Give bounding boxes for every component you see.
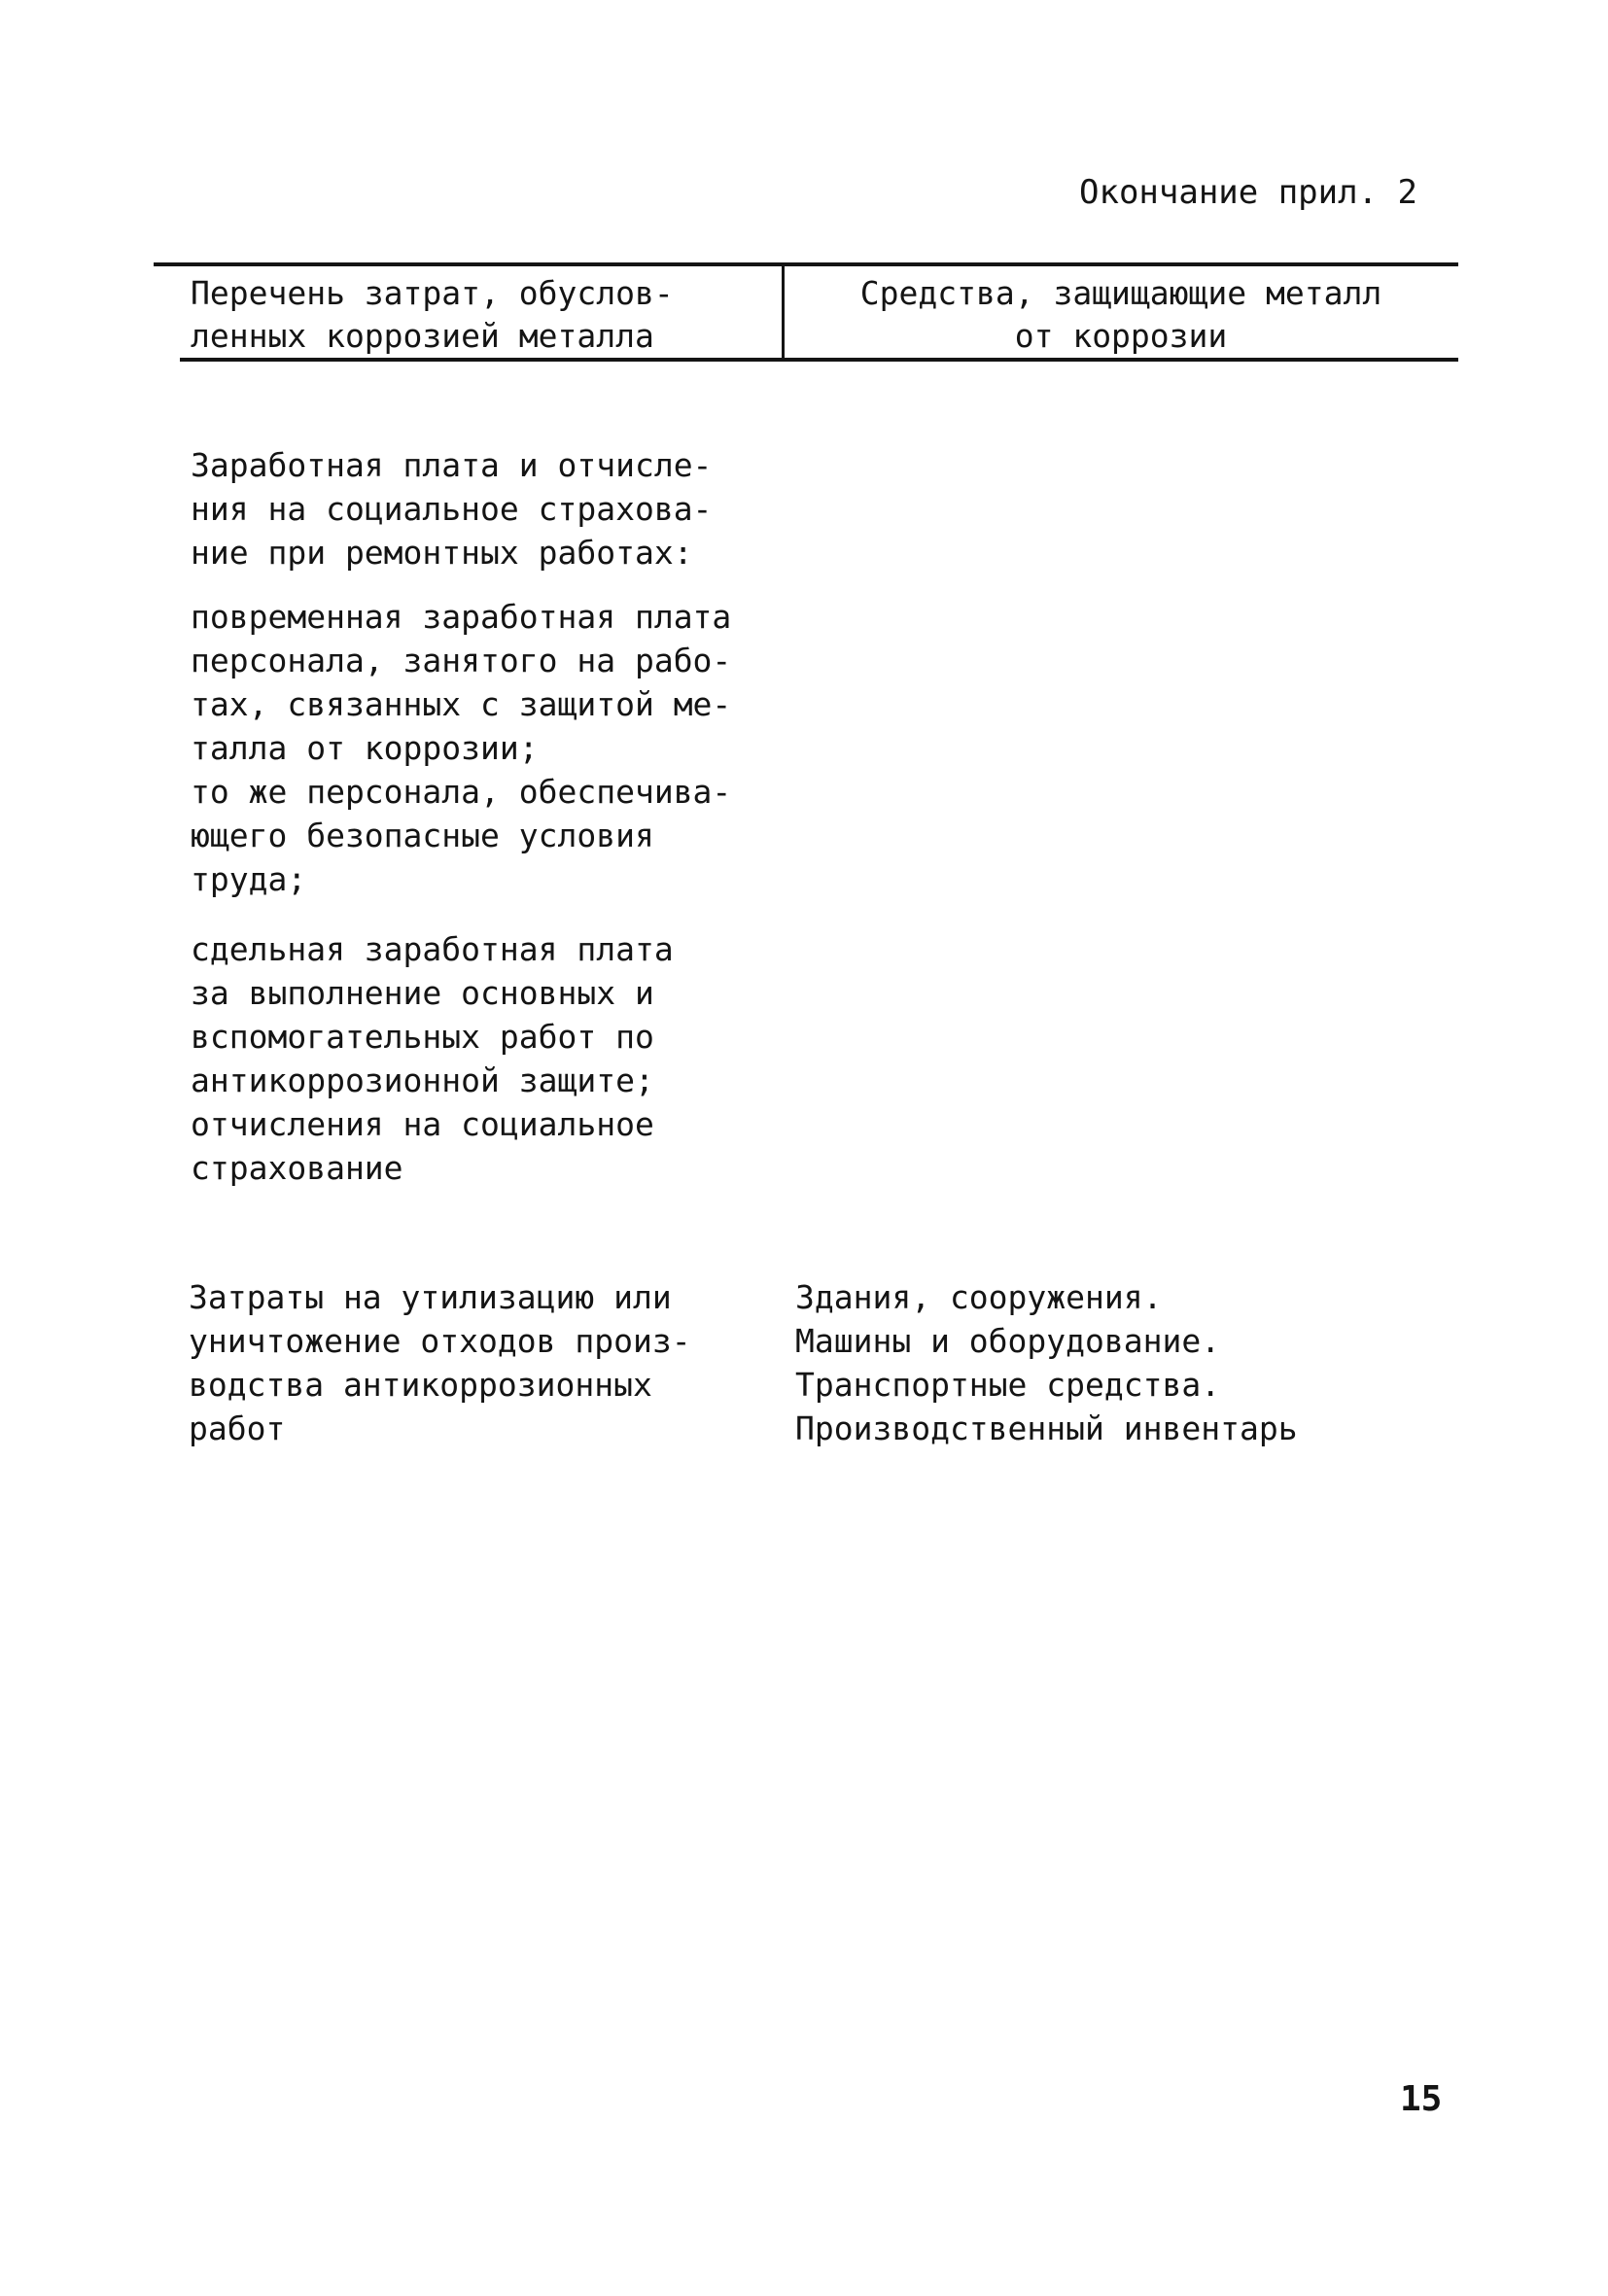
- protected-assets-list: [795, 1275, 1298, 1450]
- list-item: Производственный инвентарь: [795, 1409, 1298, 1447]
- text-line: вспомогательных работ по: [191, 1018, 654, 1056]
- list-item: Здания, сооружения.: [795, 1278, 1163, 1316]
- appendix-caption: Окончание прил. 2: [1079, 173, 1417, 212]
- text-line: ние при ремонтных работах:: [191, 534, 693, 572]
- header-cell-costs: [191, 272, 674, 358]
- text-line: ющего безопасные условия: [191, 817, 654, 854]
- text-line: то же персонала, обеспечива-: [191, 773, 732, 811]
- wages-intro-paragraph: [191, 443, 712, 574]
- list-item: Машины и оборудование.: [795, 1322, 1221, 1360]
- text-line: за выполнение основных и: [191, 974, 654, 1012]
- text-line: уничтожение отходов произ-: [189, 1322, 691, 1360]
- header-cell-protected-assets: [786, 272, 1456, 358]
- text-line: тах, связанных с защитой ме-: [191, 685, 732, 723]
- list-item: Транспортные средства.: [795, 1366, 1221, 1404]
- waste-disposal-costs-paragraph: [189, 1275, 691, 1450]
- text-line: талла от коррозии;: [191, 729, 539, 767]
- text-line: Затраты на утилизацию или: [189, 1278, 672, 1316]
- text-line: персонала, занятого на рабо-: [191, 642, 732, 679]
- header-costs-line: Перечень затрат, обуслов-: [191, 274, 674, 312]
- table-header-bottom-rule: [180, 358, 1458, 362]
- text-line: страхование: [191, 1149, 403, 1187]
- header-assets-line: Средства, защищающие металл: [859, 274, 1382, 312]
- piece-wages-paragraph: [191, 927, 674, 1190]
- time-wages-paragraph: [191, 595, 731, 901]
- header-costs-line: ленных коррозией металла: [191, 317, 654, 355]
- text-line: антикоррозионной защите;: [191, 1061, 654, 1099]
- text-line: повременная заработная плата: [191, 598, 732, 636]
- text-line: труда;: [191, 860, 307, 898]
- text-line: ния на социальное страхова-: [191, 490, 713, 528]
- text-line: Заработная плата и отчисле-: [191, 446, 713, 484]
- text-line: работ: [189, 1409, 286, 1447]
- text-line: водства антикоррозионных: [189, 1366, 652, 1404]
- table-top-rule: [154, 262, 1458, 266]
- header-column-divider: [782, 264, 785, 360]
- text-line: сдельная заработная плата: [191, 930, 674, 968]
- header-assets-line: от коррозии: [1014, 317, 1228, 355]
- text-line: отчисления на социальное: [191, 1105, 654, 1143]
- page-number: 15: [1400, 2079, 1443, 2119]
